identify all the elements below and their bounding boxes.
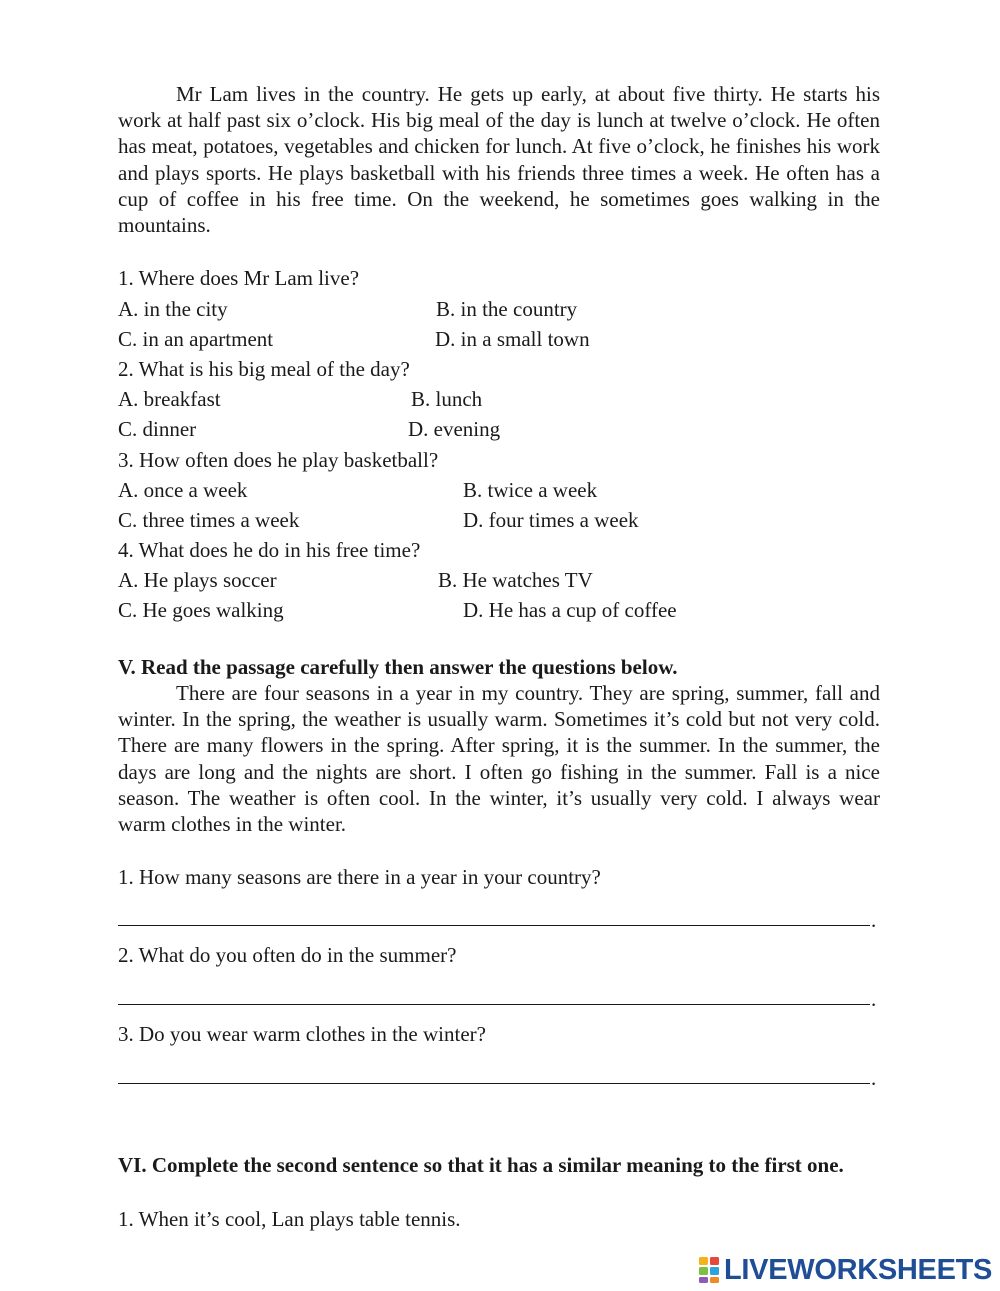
liveworksheets-brand[interactable] bbox=[698, 1252, 992, 1288]
q3-option-d[interactable]: D. four times a week bbox=[463, 508, 639, 532]
q4-option-d[interactable]: D. He has a cup of coffee bbox=[463, 598, 677, 622]
mc-question-4: 4. What does he do in his free time? bbox=[118, 538, 421, 562]
mc-question-1: 1. Where does Mr Lam live? bbox=[118, 266, 360, 290]
q2-option-b[interactable]: B. lunch bbox=[411, 387, 483, 411]
answer-3-period: . bbox=[871, 1066, 877, 1090]
open-question-3: 3. Do you wear warm clothes in the winter? bbox=[118, 1022, 486, 1046]
q2-option-a[interactable]: A. breakfast bbox=[118, 387, 221, 411]
reading-passage-1: Mr Lam lives in the country. He gets up early, at about five thirty. He starts his work at half past six o’clock. His big meal of the day is lunch at twelve o’clock. He often has meat, potatoes, vegetables and chicken for lunch. At five o’clock, he finishes his work and plays sports. He plays basketball with his friends three times a week. He often has a cup of coffee in his free time. On the weekend, he sometimes goes walking in the mountains. bbox=[118, 82, 880, 238]
answer-field-1[interactable] bbox=[118, 925, 870, 926]
open-question-2: 2. What do you often do in the summer? bbox=[118, 943, 457, 967]
reading-passage-2: There are four seasons in a year in my country. They are spring, summer, fall and winter. In the spring, the weather is usually warm. Sometimes it’s cold but not very cold. There are many flowers in the spring. After spring, it is the summer. In the summer, the days are long and the nights are short. I often go fishing in the summer. Fall is a nice season. The weather is often cool. In the winter, it’s usually very cold. I always wear warm clothes in the winter. bbox=[118, 681, 880, 837]
q1-option-b[interactable]: B. in the country bbox=[436, 297, 578, 321]
answer-field-2[interactable] bbox=[118, 1004, 870, 1005]
q2-option-d[interactable]: D. evening bbox=[408, 417, 501, 441]
open-question-1: 1. How many seasons are there in a year in your country? bbox=[118, 865, 601, 889]
q3-option-a[interactable]: A. once a week bbox=[118, 478, 248, 502]
answer-2-period: . bbox=[871, 987, 877, 1011]
section-5-heading: V. Read the passage carefully then answer the questions below. bbox=[118, 655, 678, 679]
q2-option-c[interactable]: C. dinner bbox=[118, 417, 197, 441]
transform-question-1: 1. When it’s cool, Lan plays table tennis. bbox=[118, 1207, 461, 1231]
liveworksheets-logo-icon bbox=[698, 1256, 722, 1284]
q4-option-a[interactable]: A. He plays soccer bbox=[118, 568, 277, 592]
q1-option-a[interactable]: A. in the city bbox=[118, 297, 228, 321]
q4-option-c[interactable]: C. He goes walking bbox=[118, 598, 284, 622]
q3-option-c[interactable]: C. three times a week bbox=[118, 508, 300, 532]
q3-option-b[interactable]: B. twice a week bbox=[463, 478, 598, 502]
mc-question-2: 2. What is his big meal of the day? bbox=[118, 357, 410, 381]
answer-1-period: . bbox=[871, 908, 877, 932]
q1-option-d[interactable]: D. in a small town bbox=[435, 327, 590, 351]
section-6-heading: VI. Complete the second sentence so that it has a similar meaning to the first one. bbox=[118, 1153, 844, 1177]
brand-name: LIVEWORKSHEETS bbox=[724, 1253, 993, 1286]
answer-field-3[interactable] bbox=[118, 1083, 870, 1084]
q4-option-b[interactable]: B. He watches TV bbox=[438, 568, 593, 592]
q1-option-c[interactable]: C. in an apartment bbox=[118, 327, 274, 351]
mc-question-3: 3. How often does he play basketball? bbox=[118, 448, 439, 472]
